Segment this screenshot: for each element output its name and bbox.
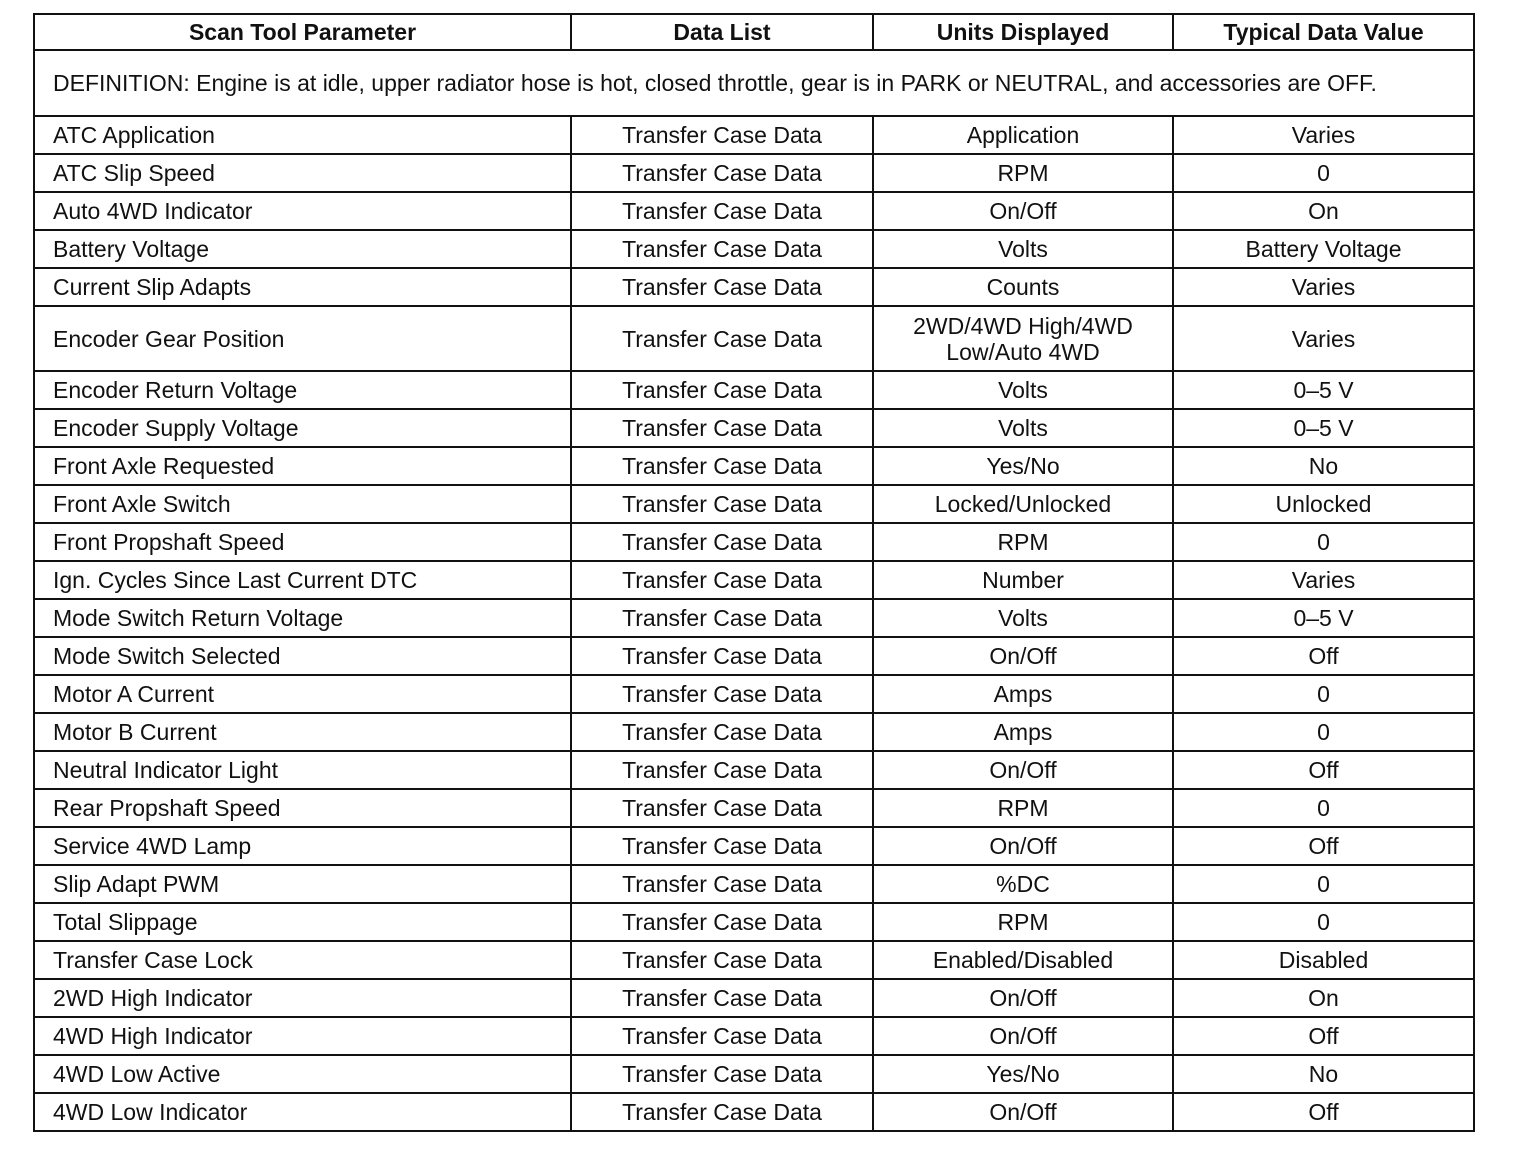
cell-data-list: Transfer Case Data xyxy=(571,268,873,306)
cell-typical-value: On xyxy=(1173,979,1474,1017)
table-row xyxy=(34,268,1474,306)
cell-data-list: Transfer Case Data xyxy=(571,1017,873,1055)
cell-parameter: 4WD Low Active xyxy=(34,1055,571,1093)
cell-data-list: Transfer Case Data xyxy=(571,306,873,371)
cell-parameter: Motor B Current xyxy=(34,713,571,751)
cell-units: On/Off xyxy=(873,751,1173,789)
table-row xyxy=(34,637,1474,675)
cell-data-list: Transfer Case Data xyxy=(571,599,873,637)
cell-units: On/Off xyxy=(873,1017,1173,1055)
cell-data-list: Transfer Case Data xyxy=(571,230,873,268)
cell-units: On/Off xyxy=(873,827,1173,865)
cell-units: Number xyxy=(873,561,1173,599)
cell-typical-value: 0 xyxy=(1173,865,1474,903)
cell-typical-value: Varies xyxy=(1173,306,1474,371)
cell-typical-value: 0–5 V xyxy=(1173,371,1474,409)
table-row xyxy=(34,599,1474,637)
cell-typical-value: 0 xyxy=(1173,903,1474,941)
cell-units: Yes/No xyxy=(873,1055,1173,1093)
cell-data-list: Transfer Case Data xyxy=(571,903,873,941)
header-scan-tool-parameter: Scan Tool Parameter xyxy=(34,14,571,50)
cell-data-list: Transfer Case Data xyxy=(571,713,873,751)
cell-units: Enabled/Disabled xyxy=(873,941,1173,979)
cell-data-list: Transfer Case Data xyxy=(571,523,873,561)
cell-parameter: Total Slippage xyxy=(34,903,571,941)
cell-typical-value: 0–5 V xyxy=(1173,599,1474,637)
cell-parameter: Encoder Return Voltage xyxy=(34,371,571,409)
cell-data-list: Transfer Case Data xyxy=(571,1055,873,1093)
table-row xyxy=(34,1055,1474,1093)
table-row xyxy=(34,979,1474,1017)
cell-units: %DC xyxy=(873,865,1173,903)
cell-typical-value: On xyxy=(1173,192,1474,230)
cell-data-list: Transfer Case Data xyxy=(571,116,873,154)
cell-data-list: Transfer Case Data xyxy=(571,751,873,789)
table-row xyxy=(34,409,1474,447)
cell-units: RPM xyxy=(873,789,1173,827)
cell-parameter: Auto 4WD Indicator xyxy=(34,192,571,230)
cell-parameter: Neutral Indicator Light xyxy=(34,751,571,789)
cell-typical-value: Varies xyxy=(1173,268,1474,306)
cell-typical-value: Disabled xyxy=(1173,941,1474,979)
cell-data-list: Transfer Case Data xyxy=(571,154,873,192)
cell-parameter: Ign. Cycles Since Last Current DTC xyxy=(34,561,571,599)
cell-data-list: Transfer Case Data xyxy=(571,979,873,1017)
cell-data-list: Transfer Case Data xyxy=(571,447,873,485)
table-row xyxy=(34,827,1474,865)
cell-parameter: Transfer Case Lock xyxy=(34,941,571,979)
table-row xyxy=(34,941,1474,979)
cell-parameter: Front Axle Requested xyxy=(34,447,571,485)
cell-parameter: Mode Switch Selected xyxy=(34,637,571,675)
cell-typical-value: Off xyxy=(1173,1093,1474,1131)
cell-parameter: Slip Adapt PWM xyxy=(34,865,571,903)
cell-data-list: Transfer Case Data xyxy=(571,865,873,903)
cell-units: 2WD/4WD High/4WD Low/Auto 4WD xyxy=(873,306,1173,371)
table-row xyxy=(34,371,1474,409)
cell-data-list: Transfer Case Data xyxy=(571,675,873,713)
table-row xyxy=(34,485,1474,523)
cell-typical-value: Varies xyxy=(1173,116,1474,154)
cell-parameter: ATC Application xyxy=(34,116,571,154)
table-row xyxy=(34,230,1474,268)
cell-units: Application xyxy=(873,116,1173,154)
header-row xyxy=(34,14,1474,50)
cell-data-list: Transfer Case Data xyxy=(571,637,873,675)
cell-typical-value: Off xyxy=(1173,1017,1474,1055)
cell-units: On/Off xyxy=(873,1093,1173,1131)
scan-tool-data-table xyxy=(33,13,1475,1132)
definition-text: DEFINITION: Engine is at idle, upper radiator hose is hot, closed throttle, gear is in PARK or NEUTRAL, and accessories are OFF. xyxy=(34,50,1474,116)
cell-parameter: ATC Slip Speed xyxy=(34,154,571,192)
table-row xyxy=(34,523,1474,561)
table-row xyxy=(34,1017,1474,1055)
cell-units: On/Off xyxy=(873,192,1173,230)
cell-data-list: Transfer Case Data xyxy=(571,561,873,599)
table-row xyxy=(34,789,1474,827)
cell-typical-value: Unlocked xyxy=(1173,485,1474,523)
cell-parameter: 2WD High Indicator xyxy=(34,979,571,1017)
cell-units: Yes/No xyxy=(873,447,1173,485)
table-row xyxy=(34,675,1474,713)
cell-units: Amps xyxy=(873,675,1173,713)
table-row xyxy=(34,751,1474,789)
header-typical-data-value: Typical Data Value xyxy=(1173,14,1474,50)
cell-typical-value: No xyxy=(1173,1055,1474,1093)
cell-units: On/Off xyxy=(873,979,1173,1017)
table-row xyxy=(34,192,1474,230)
cell-parameter: Encoder Supply Voltage xyxy=(34,409,571,447)
table-row xyxy=(34,447,1474,485)
cell-units: Amps xyxy=(873,713,1173,751)
cell-units: Volts xyxy=(873,371,1173,409)
cell-units: RPM xyxy=(873,154,1173,192)
cell-units: Counts xyxy=(873,268,1173,306)
cell-typical-value: 0 xyxy=(1173,789,1474,827)
cell-typical-value: 0 xyxy=(1173,523,1474,561)
cell-parameter: Current Slip Adapts xyxy=(34,268,571,306)
cell-data-list: Transfer Case Data xyxy=(571,1093,873,1131)
cell-parameter: Encoder Gear Position xyxy=(34,306,571,371)
cell-units: RPM xyxy=(873,523,1173,561)
cell-units: Volts xyxy=(873,230,1173,268)
cell-typical-value: Off xyxy=(1173,827,1474,865)
cell-parameter: Front Propshaft Speed xyxy=(34,523,571,561)
cell-parameter: Mode Switch Return Voltage xyxy=(34,599,571,637)
cell-units: On/Off xyxy=(873,637,1173,675)
cell-data-list: Transfer Case Data xyxy=(571,409,873,447)
cell-typical-value: Off xyxy=(1173,751,1474,789)
table-row xyxy=(34,561,1474,599)
table-row xyxy=(34,903,1474,941)
cell-units: Locked/Unlocked xyxy=(873,485,1173,523)
cell-typical-value: Battery Voltage xyxy=(1173,230,1474,268)
cell-data-list: Transfer Case Data xyxy=(571,827,873,865)
table-body xyxy=(34,50,1474,1131)
definition-row xyxy=(34,50,1474,116)
header-data-list: Data List xyxy=(571,14,873,50)
cell-parameter: Rear Propshaft Speed xyxy=(34,789,571,827)
cell-data-list: Transfer Case Data xyxy=(571,941,873,979)
cell-parameter: Front Axle Switch xyxy=(34,485,571,523)
cell-data-list: Transfer Case Data xyxy=(571,789,873,827)
table-row xyxy=(34,713,1474,751)
table-row xyxy=(34,1093,1474,1131)
cell-typical-value: 0–5 V xyxy=(1173,409,1474,447)
cell-units: Volts xyxy=(873,409,1173,447)
cell-typical-value: 0 xyxy=(1173,675,1474,713)
cell-typical-value: Varies xyxy=(1173,561,1474,599)
cell-typical-value: Off xyxy=(1173,637,1474,675)
table-row xyxy=(34,306,1474,371)
cell-parameter: 4WD Low Indicator xyxy=(34,1093,571,1131)
table-row xyxy=(34,116,1474,154)
cell-data-list: Transfer Case Data xyxy=(571,485,873,523)
cell-typical-value: 0 xyxy=(1173,713,1474,751)
cell-typical-value: 0 xyxy=(1173,154,1474,192)
cell-units: Volts xyxy=(873,599,1173,637)
table-row xyxy=(34,154,1474,192)
cell-typical-value: No xyxy=(1173,447,1474,485)
cell-parameter: Battery Voltage xyxy=(34,230,571,268)
cell-parameter: Motor A Current xyxy=(34,675,571,713)
table-row xyxy=(34,865,1474,903)
cell-data-list: Transfer Case Data xyxy=(571,192,873,230)
cell-units: RPM xyxy=(873,903,1173,941)
cell-parameter: 4WD High Indicator xyxy=(34,1017,571,1055)
cell-parameter: Service 4WD Lamp xyxy=(34,827,571,865)
header-units-displayed: Units Displayed xyxy=(873,14,1173,50)
cell-data-list: Transfer Case Data xyxy=(571,371,873,409)
